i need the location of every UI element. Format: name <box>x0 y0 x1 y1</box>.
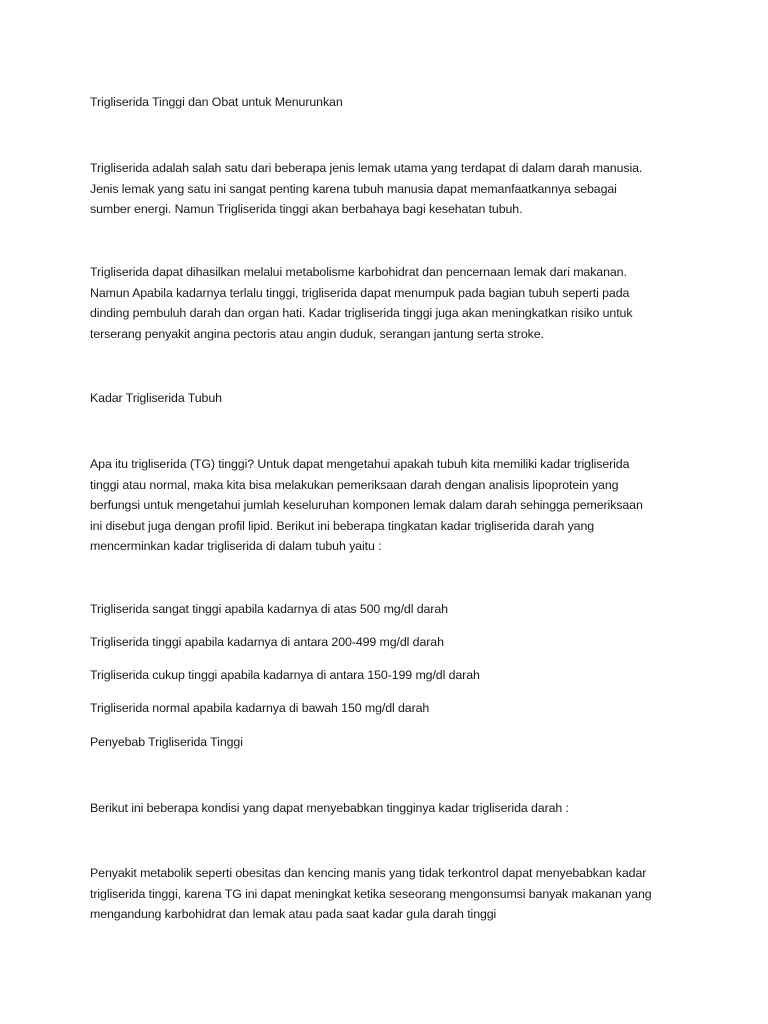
level-line: Trigliserida tinggi apabila kadarnya di antara 200-499 mg/dl darah <box>90 635 444 649</box>
paragraph-line: trigliserida tinggi, karena TG ini dapat meningkat ketika seseorang mengonsumsi banyak makanan yang <box>90 886 652 901</box>
level-line: Trigliserida sangat tinggi apabila kadarnya di atas 500 mg/dl darah <box>90 602 448 616</box>
paragraph-line: dinding pembuluh darah dan organ hati. Kadar trigliserida tinggi juga akan meningkatkan risiko untuk <box>90 306 633 320</box>
section-heading-penyebab <box>90 732 690 753</box>
level-high <box>90 632 690 653</box>
paragraph-lipid-profile <box>90 454 690 557</box>
level-borderline <box>90 665 690 686</box>
paragraph-causes-intro <box>90 798 690 819</box>
heading-line: Penyebab Trigliserida Tinggi <box>90 735 243 749</box>
paragraph-line: Penyakit metabolik seperti obesitas dan kencing manis yang tidak terkontrol dapat menyebabkan kadar <box>90 866 647 880</box>
paragraph-line: tinggi atau normal, maka kita bisa melakukan pemeriksaan darah dengan analisis lipoprotein yang <box>90 477 619 492</box>
paragraph-line: terserang penyakit angina pectoris atau angin duduk, serangan jantung serta stroke. <box>90 326 544 341</box>
paragraph-metabolic-disease <box>90 863 690 925</box>
paragraph-line: mengandung karbohidrat dan lemak atau pada saat kadar gula darah tinggi <box>90 907 497 921</box>
section-heading-kadar <box>90 388 690 409</box>
paragraph-line: sumber energi. Namun Trigliserida tinggi akan berbahaya bagi kesehatan tubuh. <box>90 202 523 216</box>
paragraph-line: Trigliserida dapat dihasilkan melalui metabolisme karbohidrat dan pencernaan lemak dari makanan. <box>90 265 627 279</box>
level-line: Trigliserida cukup tinggi apabila kadarnya di antara 150-199 mg/dl darah <box>90 668 480 682</box>
paragraph-line: Berikut ini beberapa kondisi yang dapat menyebabkan tingginya kadar trigliserida darah : <box>90 801 569 815</box>
paragraph-line: Trigliserida adalah salah satu dari beberapa jenis lemak utama yang terdapat di dalam darah manusia. <box>90 161 643 175</box>
paragraph-intro <box>90 158 690 220</box>
document-title <box>90 92 690 113</box>
paragraph-line: Apa itu trigliserida (TG) tinggi? Untuk dapat mengetahui apakah tubuh kita memiliki kadar trigliserida <box>90 457 630 471</box>
level-normal <box>90 698 690 719</box>
paragraph-line: ini disebut juga dengan profil lipid. Berikut ini beberapa tingkatan kadar trigliserida darah yang <box>90 518 595 533</box>
heading-line: Kadar Trigliserida Tubuh <box>90 391 222 405</box>
paragraph-line: Jenis lemak yang satu ini sangat penting karena tubuh manusia dapat memanfaatkannya sebagai <box>90 181 617 196</box>
paragraph-line: Namun Apabila kadarnya terlalu tinggi, trigliserida dapat menumpuk pada bagian tubuh seperti pada <box>90 285 630 300</box>
paragraph-line: mencerminkan kadar trigliserida di dalam tubuh yaitu : <box>90 539 382 553</box>
level-line: Trigliserida normal apabila kadarnya di bawah 150 mg/dl darah <box>90 701 430 715</box>
level-very-high <box>90 599 690 620</box>
paragraph-line: berfungsi untuk mengetahui jumlah keseluruhan komponen lemak dalam darah sehingga pemeriksaan <box>90 498 643 512</box>
title-line: Trigliserida Tinggi dan Obat untuk Menurunkan <box>90 95 343 109</box>
paragraph-metabolism <box>90 262 690 344</box>
